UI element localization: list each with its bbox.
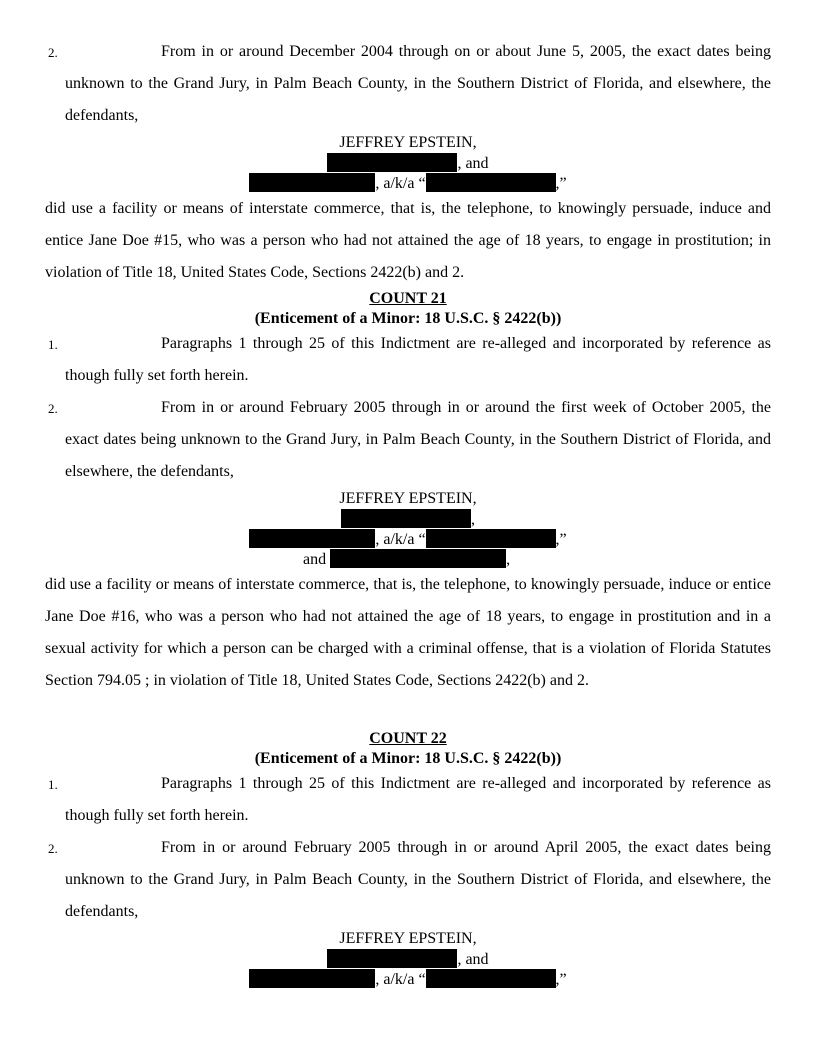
paragraph-number: 2. xyxy=(48,401,58,416)
paragraph-body: From in or around December 2004 through on or about June 5, 2005, the exact dates being unknown to the Grand Jury, in Palm Beach County, in the Southern District of Florida, and elsewhere, the defendants, xyxy=(65,43,771,124)
aka-text: , a/k/a “ xyxy=(375,971,426,988)
count-title: COUNT 22 xyxy=(369,730,447,747)
paragraph-number: 1. xyxy=(48,777,58,792)
count-subtitle: (Enticement of a Minor: 18 U.S.C. § 2422(b)) xyxy=(254,750,562,767)
conclusion-paragraph: did use a facility or means of interstate commerce, that is, the telephone, to knowingly persuade, induce or entice Jane Doe #16, who was a person who had not attained the age of 18 years, to engage in prostitution and in a sexual activity for which a person can be charged with a criminal offense, that is a violation of Florida Statutes Section 794.05 ; in violation of Title 18, United States Code, Sections 2422(b) and 2. xyxy=(45,576,771,689)
comma-text: , xyxy=(471,511,475,528)
redaction-bar xyxy=(330,549,506,568)
paragraph-1-text xyxy=(65,328,771,392)
redaction-bar xyxy=(426,173,556,192)
defendant-line-4 xyxy=(303,549,510,570)
paragraph-number: 2. xyxy=(48,45,58,60)
defendant-line-2 xyxy=(0,509,816,530)
close-quote: ,” xyxy=(555,175,567,192)
paragraph-2-text xyxy=(65,392,771,488)
comma-text: , xyxy=(506,551,511,568)
aka-text: , a/k/a “ xyxy=(375,175,426,192)
redaction-bar xyxy=(327,949,457,968)
redaction-bar xyxy=(249,173,375,192)
defendant-line-2 xyxy=(0,949,816,970)
and-text: , and xyxy=(457,951,489,968)
paragraph-body: From in or around February 2005 through in or around the first week of October 2005, the exact dates being unknown to the Grand Jury, in Palm Beach County, in the Southern District of Florida, and elsewhere, the defendants, xyxy=(65,399,771,480)
aka-text: , a/k/a “ xyxy=(375,531,426,548)
paragraph-1-text xyxy=(65,768,771,832)
paragraph-number: 2. xyxy=(48,841,58,856)
defendant-line-3 xyxy=(0,529,816,550)
redaction-bar xyxy=(327,153,457,172)
defendant-name: JEFFREY EPSTEIN, xyxy=(339,930,477,947)
paragraph-2-text xyxy=(65,832,771,928)
paragraph-2-text xyxy=(65,36,771,132)
redaction-bar xyxy=(249,969,375,988)
defendant-name: JEFFREY EPSTEIN, xyxy=(339,134,477,151)
redaction-bar xyxy=(341,509,471,528)
and-text: and xyxy=(303,551,327,568)
redaction-bar xyxy=(249,529,375,548)
count-subtitle: (Enticement of a Minor: 18 U.S.C. § 2422(b)) xyxy=(254,310,562,327)
conclusion-paragraph: did use a facility or means of interstate commerce, that is, the telephone, to knowingly persuade, induce and entice Jane Doe #15, who was a person who had not attained the age of 18 years, to engage in prostitution; in violation of Title 18, United States Code, Sections 2422(b) and 2. xyxy=(45,200,771,281)
close-quote: ,” xyxy=(555,971,567,988)
redaction-bar xyxy=(426,969,556,988)
defendant-name: JEFFREY EPSTEIN, xyxy=(339,490,477,507)
paragraph-body: From in or around February 2005 through in or around April 2005, the exact dates being unknown to the Grand Jury, in Palm Beach County, in the Southern District of Florida, and elsewhere, the defendants, xyxy=(65,839,771,920)
paragraph-body: Paragraphs 1 through 25 of this Indictment are re-alleged and incorporated by reference as though fully set forth herein. xyxy=(65,775,771,824)
close-quote: ,” xyxy=(555,531,567,548)
defendant-line-3 xyxy=(0,173,816,194)
defendant-line-3 xyxy=(0,969,816,990)
redaction-bar xyxy=(426,529,556,548)
count-title: COUNT 21 xyxy=(369,290,447,307)
paragraph-body: Paragraphs 1 through 25 of this Indictment are re-alleged and incorporated by reference as though fully set forth herein. xyxy=(65,335,771,384)
defendant-line-2 xyxy=(0,153,816,174)
and-text: , and xyxy=(457,155,489,172)
paragraph-number: 1. xyxy=(48,337,58,352)
